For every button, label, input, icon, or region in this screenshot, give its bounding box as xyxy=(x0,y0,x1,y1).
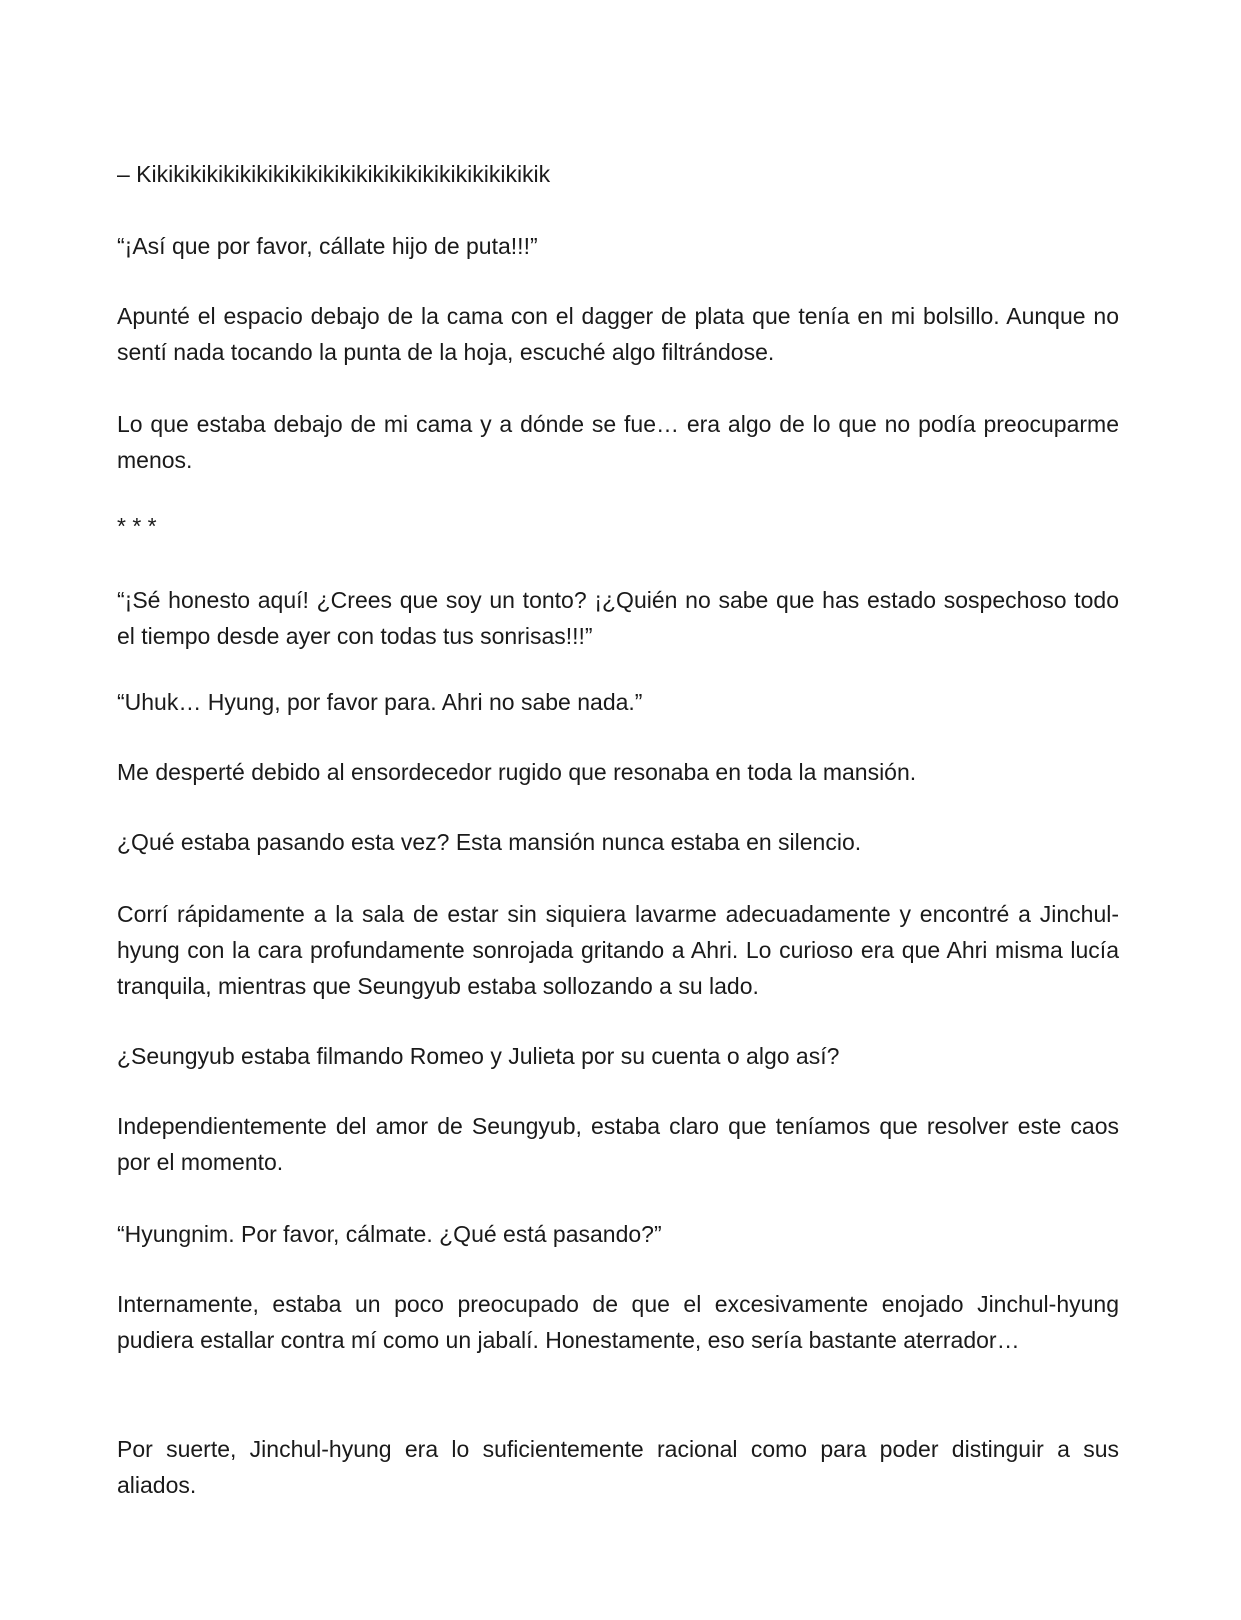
paragraph-dialogue: “Hyungnim. Por favor, cálmate. ¿Qué está pasando?” xyxy=(117,1221,662,1247)
paragraph-narration: Corrí rápidamente a la sala de estar sin siquiera lavarme adecuadamente y encontré a Jinchul-hyung con la cara profundamente sonrojada gritando a Ahri. Lo curioso era que Ahri misma lucía tranquila, mientras que Seungyub estaba sollozando a su lado. xyxy=(117,901,1119,999)
paragraph-narration: ¿Seungyub estaba filmando Romeo y Julieta por su cuenta o algo así? xyxy=(117,1043,840,1069)
paragraph-narration: Independientemente del amor de Seungyub, estaba claro que teníamos que resolver este caos por el momento. xyxy=(117,1113,1119,1175)
paragraph-dialogue: “¡Así que por favor, cállate hijo de puta!!!” xyxy=(117,233,538,259)
paragraph-narration: Por suerte, Jinchul-hyung era lo suficientemente racional como para poder distinguir a sus aliados. xyxy=(117,1436,1119,1498)
paragraph-narration: Lo que estaba debajo de mi cama y a dónde se fue… era algo de lo que no podía preocuparme menos. xyxy=(117,411,1119,473)
paragraph-narration: ¿Qué estaba pasando esta vez? Esta mansión nunca estaba en silencio. xyxy=(117,829,862,855)
paragraph-laugh: – Kikikikikikikikikikikikikikikikikikikikikikikikik xyxy=(117,161,551,187)
paragraph-dialogue: “Uhuk… Hyung, por favor para. Ahri no sabe nada.” xyxy=(117,689,643,715)
paragraph-narration: Internamente, estaba un poco preocupado de que el excesivamente enojado Jinchul-hyung pudiera estallar contra mí como un jabalí. Honestamente, eso sería bastante aterrador… xyxy=(117,1291,1119,1353)
paragraph-dialogue: “¡Sé honesto aquí! ¿Crees que soy un tonto? ¡¿Quién no sabe que has estado sospechoso todo el tiempo desde ayer con todas tus sonrisas!!!” xyxy=(117,587,1119,649)
paragraph-narration: Apunté el espacio debajo de la cama con el dagger de plata que tenía en mi bolsillo. Aunque no sentí nada tocando la punta de la hoja, escuché algo filtrándose. xyxy=(117,303,1119,365)
scene-break: * * * xyxy=(117,513,157,539)
paragraph-narration: Me desperté debido al ensordecedor rugido que resonaba en toda la mansión. xyxy=(117,759,917,785)
